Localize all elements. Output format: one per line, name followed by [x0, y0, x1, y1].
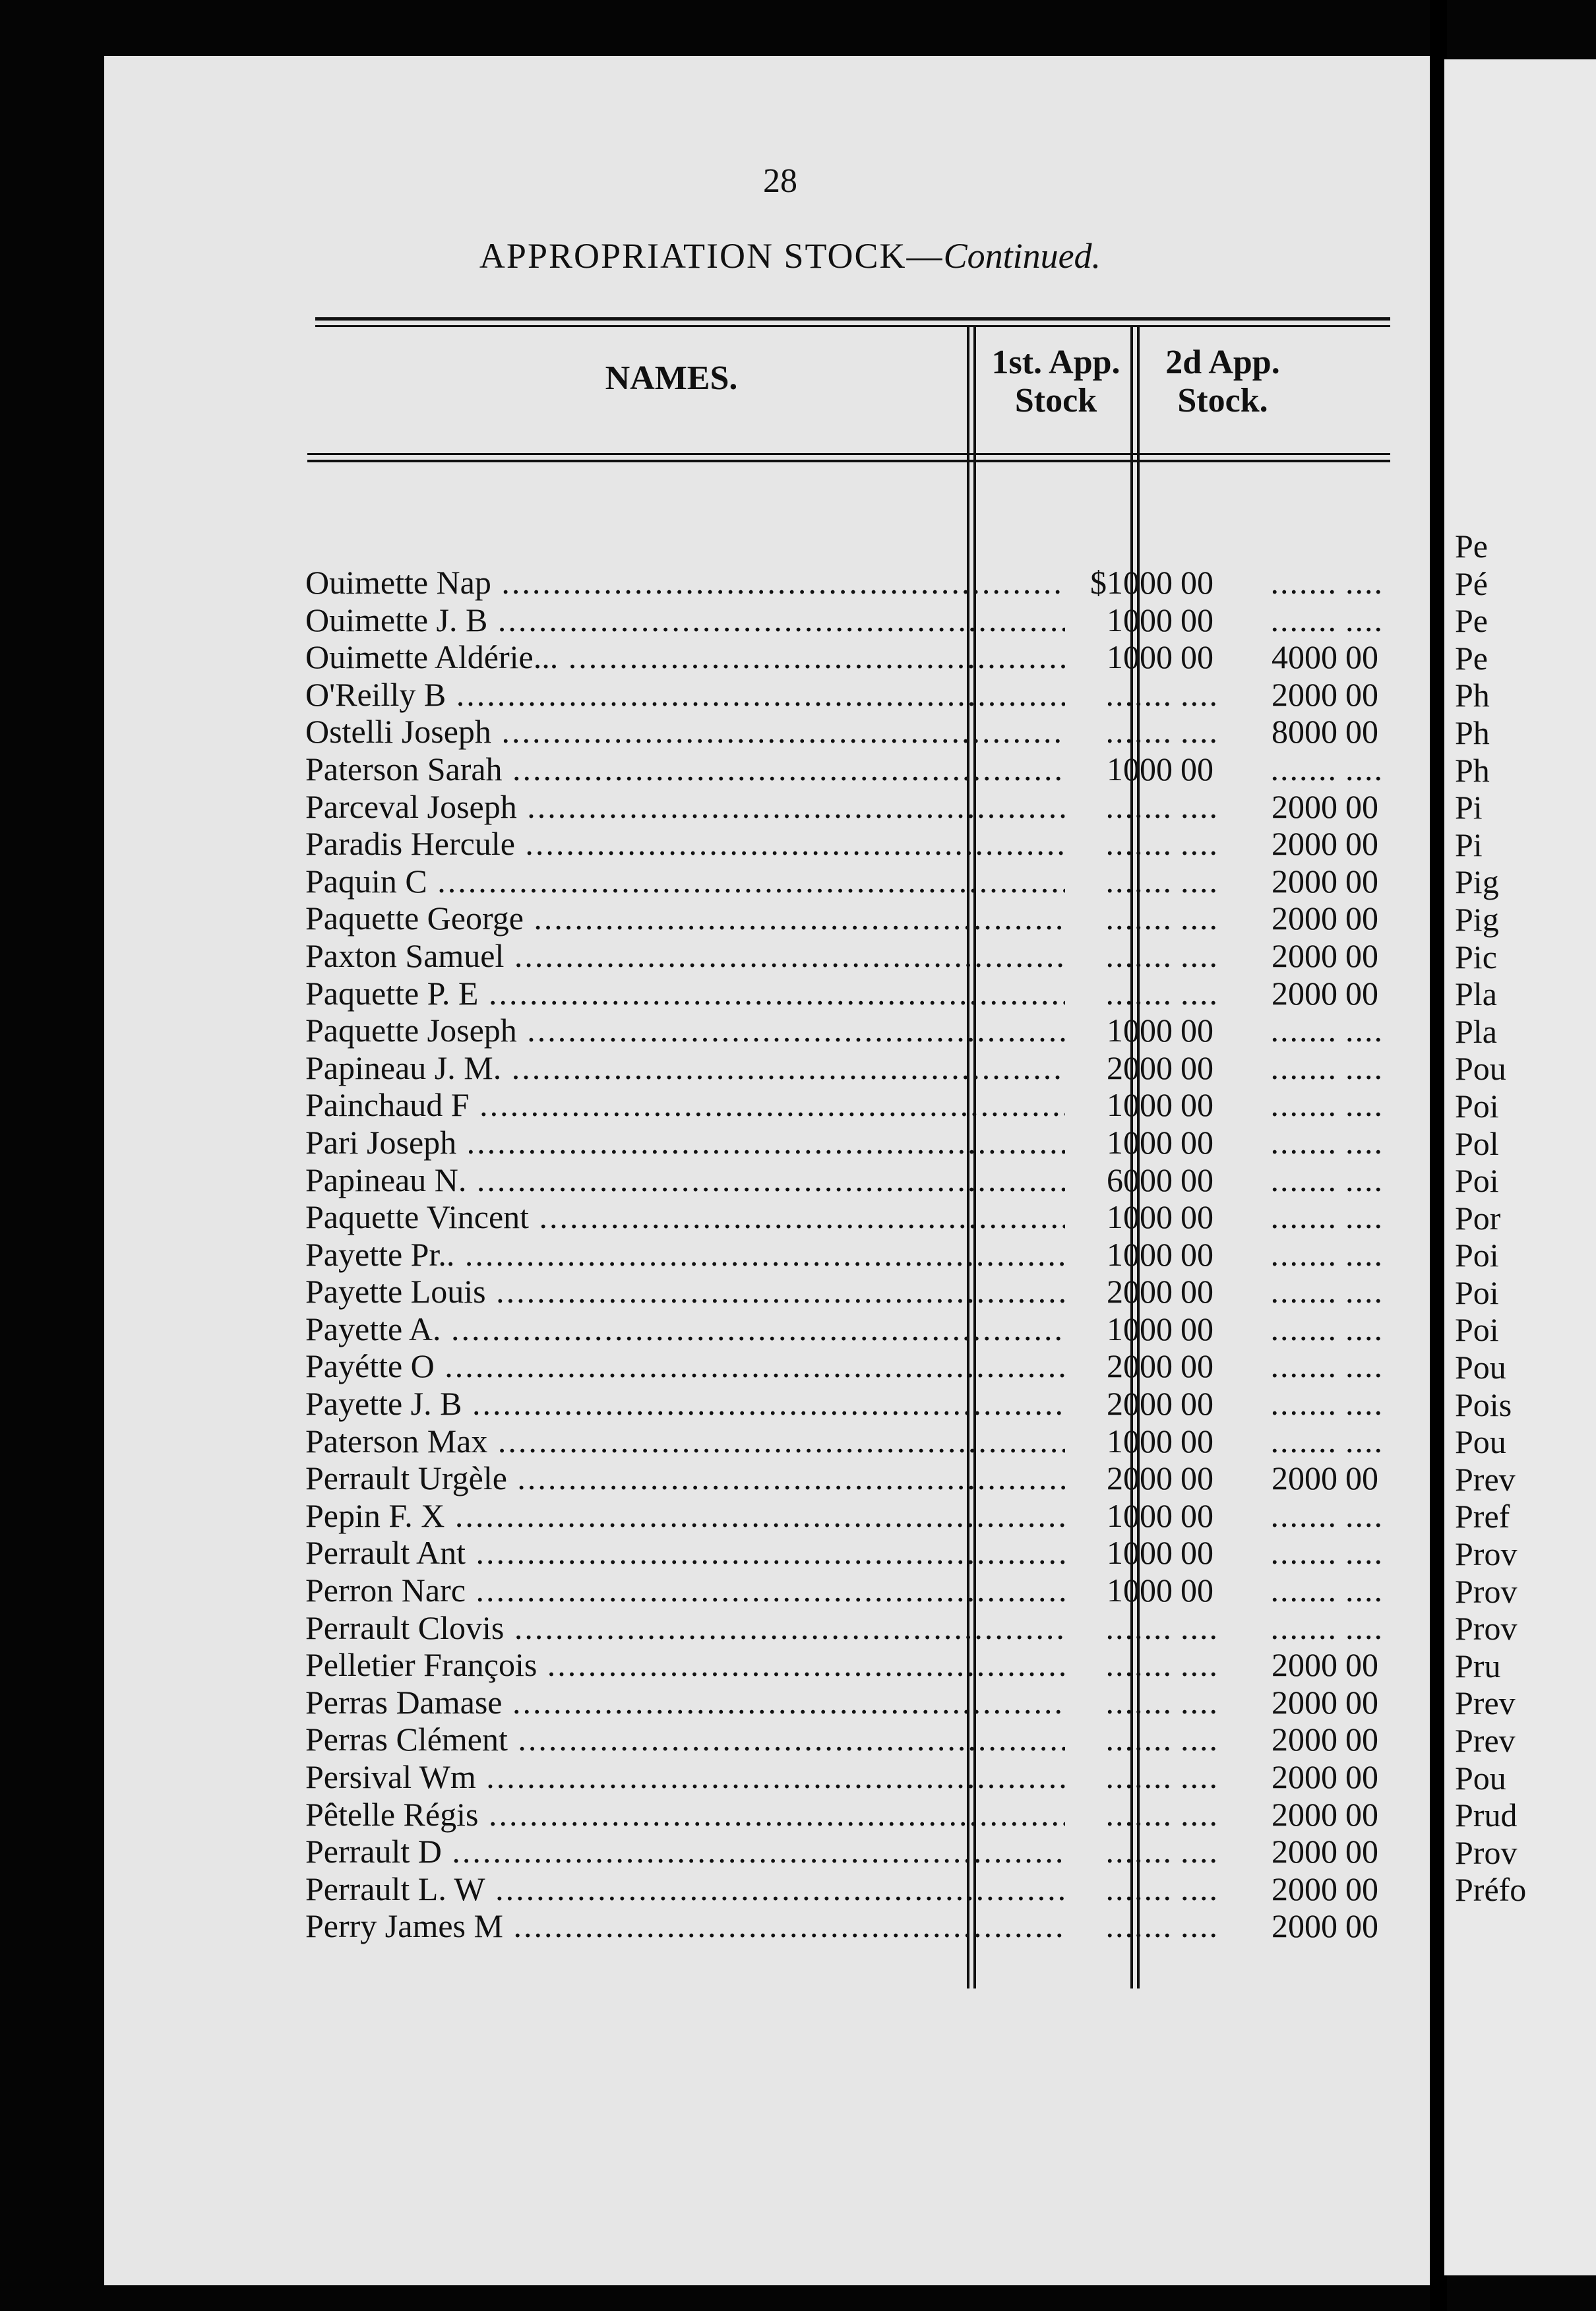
app2-dollars: 2000: [1272, 787, 1337, 825]
table-row: [104, 863, 1430, 900]
adjacent-name-fragment: Poi: [1455, 1162, 1499, 1200]
app2-dollars: .......: [1270, 1012, 1337, 1049]
header-col2-line1: 2d App.: [1165, 344, 1280, 381]
app2-cents: 00: [1345, 1721, 1378, 1758]
app1-cents: 00: [1181, 638, 1213, 676]
app1-cents: 00: [1181, 1534, 1213, 1572]
entry-name: Persival Wm .....: [305, 1758, 1065, 1795]
app1-cents: ....: [1181, 1646, 1219, 1684]
table-row: [104, 1012, 1430, 1049]
adjacent-name-fragment: Pi: [1455, 789, 1483, 826]
adjacent-page-fragment: [1444, 59, 1596, 2275]
app2-cents: ....: [1345, 1609, 1384, 1646]
adjacent-name-fragment: Ph: [1455, 751, 1490, 789]
app2-dollars: 2000: [1272, 1870, 1337, 1907]
app2-dollars: .......: [1270, 1422, 1337, 1460]
entry-name: Pari Joseph .....: [305, 1124, 1065, 1161]
app2-dollars: .......: [1270, 1161, 1337, 1198]
adjacent-name-fragment: Por: [1455, 1199, 1501, 1237]
table-row: [104, 1572, 1430, 1609]
adjacent-name-fragment: Pou: [1455, 1050, 1506, 1088]
app1-cents: ....: [1181, 713, 1219, 751]
entry-name: Perrault Clovis .....: [305, 1609, 1065, 1646]
app2-cents: ....: [1345, 564, 1384, 601]
entry-name: Pepin F. X .....: [305, 1497, 1065, 1534]
app2-cents: 00: [1345, 1907, 1378, 1945]
app2-dollars: .......: [1270, 1086, 1337, 1124]
app2-dollars: .......: [1270, 1534, 1337, 1572]
app1-dollars: 2000: [1107, 1049, 1173, 1086]
adjacent-name-fragment: Poi: [1455, 1274, 1499, 1311]
app2-dollars: 2000: [1272, 1460, 1337, 1497]
table-row: [104, 1497, 1430, 1535]
table-row: [104, 1684, 1430, 1721]
table-row: [104, 1385, 1430, 1423]
app2-dollars: 2000: [1272, 1758, 1337, 1795]
app2-cents: ....: [1345, 1534, 1384, 1572]
app1-cents: 00: [1181, 1496, 1213, 1534]
entry-name: Perron Narc .....: [305, 1572, 1065, 1609]
adjacent-name-fragment: Pla: [1455, 975, 1497, 1013]
app1-dollars: $1000: [1090, 564, 1173, 601]
app2-dollars: 2000: [1272, 675, 1337, 713]
app2-cents: 00: [1345, 900, 1378, 937]
header-col1: [981, 344, 1130, 420]
app2-dollars: 2000: [1272, 1907, 1337, 1945]
app2-dollars: .......: [1270, 1385, 1337, 1423]
app2-dollars: 2000: [1272, 1646, 1337, 1684]
entry-name: Parceval Joseph .....: [305, 788, 1065, 825]
entry-name: Paquette George .....: [305, 900, 1065, 937]
app1-cents: 00: [1181, 1385, 1213, 1423]
app1-cents: ....: [1181, 1870, 1219, 1907]
app2-cents: 00: [1345, 713, 1378, 751]
app1-dollars: 2000: [1107, 1385, 1173, 1423]
entry-name: Paquette Joseph .....: [305, 1012, 1065, 1049]
table-row: [104, 1273, 1430, 1310]
entry-name: Ouimette Nap .....: [305, 564, 1065, 601]
app1-dollars: 1000: [1107, 1123, 1173, 1161]
app1-dollars: 1000: [1107, 750, 1173, 787]
app2-dollars: .......: [1270, 750, 1337, 787]
app1-cents: 00: [1181, 601, 1213, 638]
adjacent-name-fragment: Pla: [1455, 1012, 1497, 1050]
app1-dollars: .......: [1105, 675, 1173, 713]
app1-cents: ....: [1181, 675, 1219, 713]
adjacent-name-fragment: Pou: [1455, 1349, 1506, 1386]
app2-cents: 00: [1345, 974, 1378, 1012]
app1-dollars: .......: [1105, 1721, 1173, 1758]
app1-dollars: 1000: [1107, 1198, 1173, 1236]
app1-dollars: 1000: [1107, 1572, 1173, 1609]
app2-dollars: .......: [1270, 1235, 1337, 1273]
app1-cents: 00: [1181, 1198, 1213, 1236]
entry-name: Paterson Sarah .....: [305, 751, 1065, 787]
table-row: [104, 1198, 1430, 1236]
entry-name: Ouimette J. B .....: [305, 601, 1065, 638]
app2-cents: 00: [1345, 937, 1378, 974]
app2-dollars: .......: [1270, 1572, 1337, 1609]
table-row: [104, 1870, 1430, 1908]
app1-dollars: 1000: [1107, 1012, 1173, 1049]
app1-cents: 00: [1181, 1273, 1213, 1310]
app2-cents: 00: [1345, 825, 1378, 863]
entry-name: Perrault Urgèle .....: [305, 1460, 1065, 1496]
entry-name: Perras Clément .....: [305, 1721, 1065, 1758]
app2-cents: 00: [1345, 1683, 1378, 1721]
entry-name: Payette A. .....: [305, 1310, 1065, 1347]
app1-cents: 00: [1181, 1422, 1213, 1460]
app1-cents: ....: [1181, 1795, 1219, 1833]
app2-cents: 00: [1345, 1870, 1378, 1907]
app1-dollars: 1000: [1107, 1310, 1173, 1347]
adjacent-name-fragment: Poi: [1455, 1311, 1499, 1349]
table-row: [104, 1758, 1430, 1796]
page-title: [104, 235, 1430, 276]
adjacent-name-fragment: Pol: [1455, 1125, 1499, 1162]
app2-cents: ....: [1345, 1123, 1384, 1161]
page-number: 28: [763, 162, 797, 200]
app2-dollars: .......: [1270, 1609, 1337, 1646]
app2-cents: 00: [1345, 1460, 1378, 1497]
app2-dollars: .......: [1270, 1310, 1337, 1347]
entry-name: Pelletier François .....: [305, 1646, 1065, 1683]
app2-cents: ....: [1345, 1572, 1384, 1609]
table-row: [104, 564, 1430, 601]
app1-dollars: .......: [1105, 862, 1173, 900]
app1-dollars: .......: [1105, 1609, 1173, 1646]
app2-cents: 00: [1345, 638, 1378, 676]
title-suffix: Continued.: [943, 236, 1101, 276]
app2-cents: ....: [1345, 1385, 1384, 1423]
header-col1-line1: 1st. App.: [991, 344, 1120, 381]
app1-dollars: .......: [1105, 1758, 1173, 1795]
app1-dollars: 1000: [1107, 601, 1173, 638]
entry-name: Perrault L. W .....: [305, 1870, 1065, 1907]
app1-cents: 00: [1181, 564, 1213, 601]
entry-name: Perry James M .....: [305, 1907, 1065, 1944]
app2-cents: ....: [1345, 1161, 1384, 1198]
app1-dollars: .......: [1105, 1795, 1173, 1833]
header-names: NAMES.: [605, 359, 738, 397]
app1-cents: 00: [1181, 1460, 1213, 1497]
app2-cents: ....: [1345, 1310, 1384, 1347]
entry-name: Papineau J. M. .....: [305, 1049, 1065, 1086]
header-top-rule-thin: [315, 325, 1390, 327]
app2-cents: 00: [1345, 787, 1378, 825]
app2-dollars: 4000: [1272, 638, 1337, 676]
app1-dollars: .......: [1105, 825, 1173, 863]
app1-dollars: 1000: [1107, 1422, 1173, 1460]
app2-cents: ....: [1345, 750, 1384, 787]
adjacent-name-fragment: Ph: [1455, 677, 1490, 714]
stock-table: [104, 564, 1430, 1945]
adjacent-name-fragment: Pig: [1455, 900, 1499, 938]
adjacent-name-fragment: Pe: [1455, 528, 1488, 565]
entry-name: Paxton Samuel .....: [305, 937, 1065, 974]
app1-dollars: .......: [1105, 1646, 1173, 1684]
app2-dollars: .......: [1270, 1123, 1337, 1161]
app2-dollars: 2000: [1272, 937, 1337, 974]
document-page: [104, 56, 1439, 2285]
adjacent-name-fragment: Prud: [1455, 1797, 1518, 1834]
adjacent-name-fragment: Prev: [1455, 1684, 1516, 1722]
app1-cents: 00: [1181, 1161, 1213, 1198]
app1-dollars: 1000: [1107, 1534, 1173, 1572]
table-row: [104, 1833, 1430, 1870]
adjacent-name-fragment: Prov: [1455, 1610, 1518, 1648]
app1-cents: ....: [1181, 787, 1219, 825]
app2-dollars: 2000: [1272, 1721, 1337, 1758]
app1-cents: 00: [1181, 1049, 1213, 1086]
table-row: [104, 638, 1430, 676]
app1-cents: ....: [1181, 1907, 1219, 1945]
app2-cents: ....: [1345, 1347, 1384, 1385]
header-col2: [1144, 344, 1302, 420]
table-row: [104, 1721, 1430, 1758]
app1-cents: ....: [1181, 937, 1219, 974]
app1-cents: 00: [1181, 1086, 1213, 1124]
app1-cents: 00: [1181, 1310, 1213, 1347]
app2-cents: ....: [1345, 1422, 1384, 1460]
header-bottom-rule-thick: [307, 460, 1390, 462]
app1-cents: ....: [1181, 1833, 1219, 1870]
app1-cents: 00: [1181, 1012, 1213, 1049]
entry-name: Paquette Vincent .....: [305, 1198, 1065, 1235]
app1-dollars: 1000: [1107, 1496, 1173, 1534]
app2-cents: ....: [1345, 1235, 1384, 1273]
app2-dollars: 2000: [1272, 1683, 1337, 1721]
adjacent-name-fragment: Pi: [1455, 826, 1483, 863]
app1-cents: 00: [1181, 1235, 1213, 1273]
adjacent-name-fragment: Prov: [1455, 1572, 1518, 1610]
app1-cents: ....: [1181, 1758, 1219, 1795]
adjacent-name-fragment: Préfo: [1455, 1871, 1527, 1909]
app1-dollars: .......: [1105, 1870, 1173, 1907]
entry-name: O'Reilly B .....: [305, 676, 1065, 713]
app2-cents: ....: [1345, 1273, 1384, 1310]
entry-name: Paterson Max .....: [305, 1423, 1065, 1460]
adjacent-name-fragment: Pe: [1455, 602, 1488, 640]
adjacent-name-fragment: Pou: [1455, 1423, 1506, 1461]
header-bottom-rule: [307, 453, 1390, 455]
app1-cents: 00: [1181, 1123, 1213, 1161]
title-main: APPROPRIATION STOCK—: [479, 236, 944, 276]
app1-cents: ....: [1181, 900, 1219, 937]
app1-cents: ....: [1181, 1609, 1219, 1646]
app2-cents: ....: [1345, 1086, 1384, 1124]
entry-name: Paquin C .....: [305, 863, 1065, 900]
adjacent-page-names: [1444, 528, 1526, 1909]
adjacent-name-fragment: Pig: [1455, 863, 1499, 901]
entry-name: Pêtelle Régis .....: [305, 1796, 1065, 1833]
app2-cents: 00: [1345, 1646, 1378, 1684]
app2-dollars: .......: [1270, 1347, 1337, 1385]
app1-dollars: 6000: [1107, 1161, 1173, 1198]
table-row: [104, 1049, 1430, 1087]
adjacent-name-fragment: Prov: [1455, 1833, 1518, 1871]
header-top-rule: [315, 317, 1390, 321]
adjacent-name-fragment: Pé: [1455, 565, 1488, 602]
app2-dollars: .......: [1270, 1496, 1337, 1534]
adjacent-name-fragment: Pe: [1455, 639, 1488, 677]
table-row: [104, 1796, 1430, 1833]
app1-dollars: .......: [1105, 787, 1173, 825]
app2-dollars: 2000: [1272, 1833, 1337, 1870]
table-row: [104, 1907, 1430, 1945]
table-row: [104, 788, 1430, 826]
app2-cents: 00: [1345, 1758, 1378, 1795]
app2-cents: 00: [1345, 675, 1378, 713]
table-row: [104, 676, 1430, 714]
app2-dollars: 2000: [1272, 825, 1337, 863]
app2-cents: 00: [1345, 1833, 1378, 1870]
table-row: [104, 825, 1430, 863]
entry-name: Payétte O .....: [305, 1347, 1065, 1384]
table-row: [104, 975, 1430, 1012]
entry-name: Perrault Ant .....: [305, 1534, 1065, 1571]
adjacent-name-fragment: Prov: [1455, 1535, 1518, 1573]
entry-name: Perras Damase .....: [305, 1684, 1065, 1721]
header-col2-line2: Stock.: [1177, 382, 1268, 419]
app1-cents: ....: [1181, 862, 1219, 900]
entry-name: Ostelli Joseph .....: [305, 713, 1065, 750]
entry-name: Paquette P. E .....: [305, 975, 1065, 1012]
entry-name: Payette Pr.. .....: [305, 1236, 1065, 1273]
table-row: [104, 1161, 1430, 1199]
app1-dollars: 2000: [1107, 1273, 1173, 1310]
app1-dollars: .......: [1105, 937, 1173, 974]
table-row: [104, 601, 1430, 639]
app1-dollars: .......: [1105, 900, 1173, 937]
adjacent-name-fragment: Poi: [1455, 1087, 1499, 1125]
adjacent-name-fragment: Pic: [1455, 938, 1497, 975]
table-row: [104, 1460, 1430, 1497]
app1-dollars: .......: [1105, 1833, 1173, 1870]
app1-dollars: .......: [1105, 1907, 1173, 1945]
table-row: [104, 1423, 1430, 1460]
app1-dollars: 1000: [1107, 1086, 1173, 1124]
adjacent-name-fragment: Pru: [1455, 1647, 1501, 1684]
app1-dollars: 1000: [1107, 638, 1173, 676]
adjacent-name-fragment: Poi: [1455, 1237, 1499, 1274]
app1-cents: 00: [1181, 750, 1213, 787]
app1-dollars: .......: [1105, 713, 1173, 751]
app1-dollars: 2000: [1107, 1460, 1173, 1497]
app1-cents: ....: [1181, 825, 1219, 863]
table-row: [104, 1310, 1430, 1348]
app2-dollars: .......: [1270, 564, 1337, 601]
table-row: [104, 1646, 1430, 1684]
adjacent-name-fragment: Ph: [1455, 714, 1490, 751]
adjacent-name-fragment: Pou: [1455, 1759, 1506, 1797]
entry-name: Perrault D .....: [305, 1833, 1065, 1870]
table-row: [104, 900, 1430, 937]
header-col1-line2: Stock: [1014, 382, 1097, 419]
app2-cents: ....: [1345, 1496, 1384, 1534]
app2-cents: ....: [1345, 1049, 1384, 1086]
app2-dollars: 2000: [1272, 974, 1337, 1012]
entry-name: Ouimette Aldérie... .....: [305, 638, 1065, 675]
app2-cents: 00: [1345, 862, 1378, 900]
table-row: [104, 1236, 1430, 1274]
app1-cents: ....: [1181, 1721, 1219, 1758]
table-row: [104, 1534, 1430, 1572]
app1-cents: 00: [1181, 1347, 1213, 1385]
app2-dollars: .......: [1270, 1049, 1337, 1086]
app1-dollars: .......: [1105, 974, 1173, 1012]
app2-dollars: .......: [1270, 1198, 1337, 1236]
entry-name: Payette Louis .....: [305, 1273, 1065, 1310]
adjacent-name-fragment: Pref: [1455, 1498, 1510, 1535]
table-row: [104, 1347, 1430, 1385]
adjacent-name-fragment: Prev: [1455, 1460, 1516, 1498]
app1-cents: ....: [1181, 974, 1219, 1012]
table-row: [104, 713, 1430, 751]
entry-name: Painchaud F .....: [305, 1086, 1065, 1123]
app1-dollars: .......: [1105, 1683, 1173, 1721]
app2-cents: ....: [1345, 1198, 1384, 1236]
adjacent-name-fragment: Pois: [1455, 1386, 1512, 1423]
entry-name: Payette J. B .....: [305, 1385, 1065, 1422]
app2-cents: ....: [1345, 601, 1384, 638]
app2-dollars: .......: [1270, 601, 1337, 638]
entry-name: Papineau N. .....: [305, 1161, 1065, 1198]
app2-dollars: 2000: [1272, 1795, 1337, 1833]
app1-dollars: 1000: [1107, 1235, 1173, 1273]
adjacent-name-fragment: Prev: [1455, 1722, 1516, 1759]
table-row: [104, 1609, 1430, 1647]
app2-dollars: 8000: [1272, 713, 1337, 751]
table-row: [104, 1086, 1430, 1124]
entry-name: Paradis Hercule .....: [305, 825, 1065, 862]
app1-cents: 00: [1181, 1572, 1213, 1609]
app2-cents: 00: [1345, 1795, 1378, 1833]
app2-dollars: 2000: [1272, 862, 1337, 900]
table-row: [104, 1124, 1430, 1161]
table-row: [104, 751, 1430, 788]
app2-dollars: .......: [1270, 1273, 1337, 1310]
table-row: [104, 937, 1430, 975]
app2-dollars: 2000: [1272, 900, 1337, 937]
app1-cents: ....: [1181, 1683, 1219, 1721]
app2-cents: ....: [1345, 1012, 1384, 1049]
app1-dollars: 2000: [1107, 1347, 1173, 1385]
